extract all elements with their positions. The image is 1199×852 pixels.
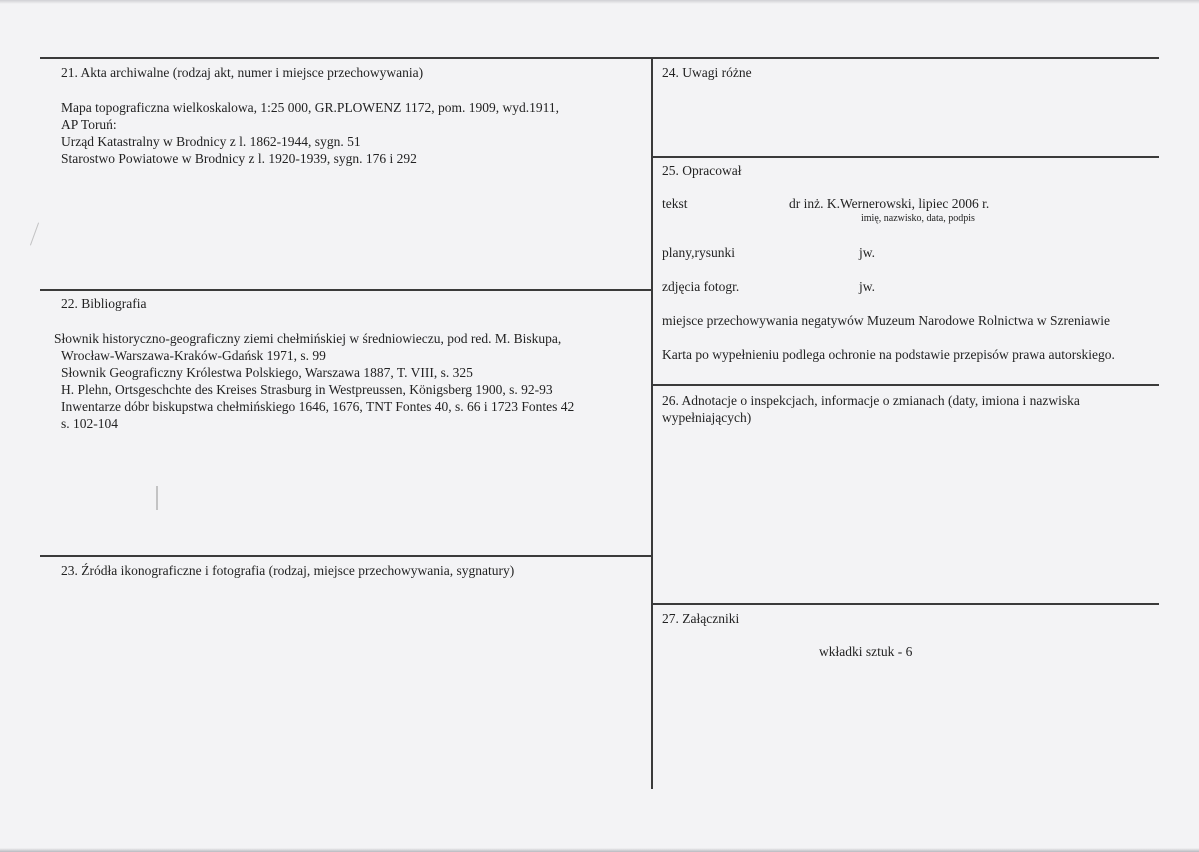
bibliography-entry-1: Słownik historyczno-geograficzny ziemi chełmińskiej w średniowieczu, pod red. M. Biskupa, [54,331,562,346]
rule-21-22 [40,289,652,291]
zdjecia-label: zdjęcia fotogr. [662,279,740,294]
paper-mark-left [30,223,39,246]
plany-label: plany,rysunki [662,245,735,260]
bibliography-entry-3: H. Plehn, Ortsgeschchte des Kreises Strasburg in Westpreussen, Königsberg 1900, s. 92-93 [61,382,553,397]
section-22-heading: 22. Bibliografia [61,296,147,311]
signature-caption: imię, nazwisko, data, podpis [861,213,975,224]
rule-24-25 [651,156,1159,158]
section-26-heading: 26. Adnotacje o inspekcjach, informacje o zmianach (daty, imiona i nazwiska [662,393,1080,408]
plany-value: jw. [859,245,875,260]
section-23-heading: 23. Źródła ikonograficzne i fotografia (rodzaj, miejsce przechowywania, sygnatury) [61,563,515,578]
tekst-label: tekst [662,196,688,211]
tekst-value: dr inż. K.Wernerowski, lipiec 2006 r. [789,196,990,211]
rule-22-23 [40,555,652,557]
section-24-heading: 24. Uwagi różne [662,65,752,80]
section-21-line-4: Starostwo Powiatowe w Brodnicy z l. 1920-1939, sygn. 176 i 292 [61,151,417,166]
section-25-heading: 25. Opracował [662,163,742,178]
column-divider [651,57,653,789]
paper-top-edge [0,0,1199,4]
copyright-note: Karta po wypełnieniu podlega ochronie na podstawie przepisów prawa autorskiego. [662,347,1115,362]
negatives-location: miejsce przechowywania negatywów Muzeum Narodowe Rolnictwa w Szreniawie [662,313,1110,328]
section-26-heading-cont: wypełniających) [662,410,752,425]
bibliography-entry-4-cont: s. 102-104 [61,416,118,431]
attachments-count: wkładki sztuk - 6 [819,644,913,659]
top-rule [40,57,1159,59]
bibliography-entry-4: Inwentarze dóbr biskupstwa chełmińskiego 1646, 1676, TNT Fontes 40, s. 66 i 1723 Fontes 42 [61,399,575,414]
rule-26-27 [651,603,1159,605]
zdjecia-value: jw. [859,279,875,294]
section-27-heading: 27. Załączniki [662,611,740,626]
section-21-line-1: Mapa topograficzna wielkoskalowa, 1:25 000, GR.PLOWENZ 1172, pom. 1909, wyd.1911, [61,100,560,115]
rule-25-26 [651,384,1159,386]
bibliography-entry-2: Słownik Geograficzny Królestwa Polskiego, Warszawa 1887, T. VIII, s. 325 [61,365,473,380]
bibliography-entry-1-cont: Wrocław-Warszawa-Kraków-Gdańsk 1971, s. 99 [61,348,326,363]
section-21-line-2: AP Toruń: [61,117,117,132]
paper-mark-middle [156,486,158,510]
section-21-heading: 21. Akta archiwalne (rodzaj akt, numer i miejsce przechowywania) [61,65,424,80]
paper-bottom-edge [0,848,1199,852]
section-21-line-3: Urząd Katastralny w Brodnicy z l. 1862-1944, sygn. 51 [61,134,361,149]
